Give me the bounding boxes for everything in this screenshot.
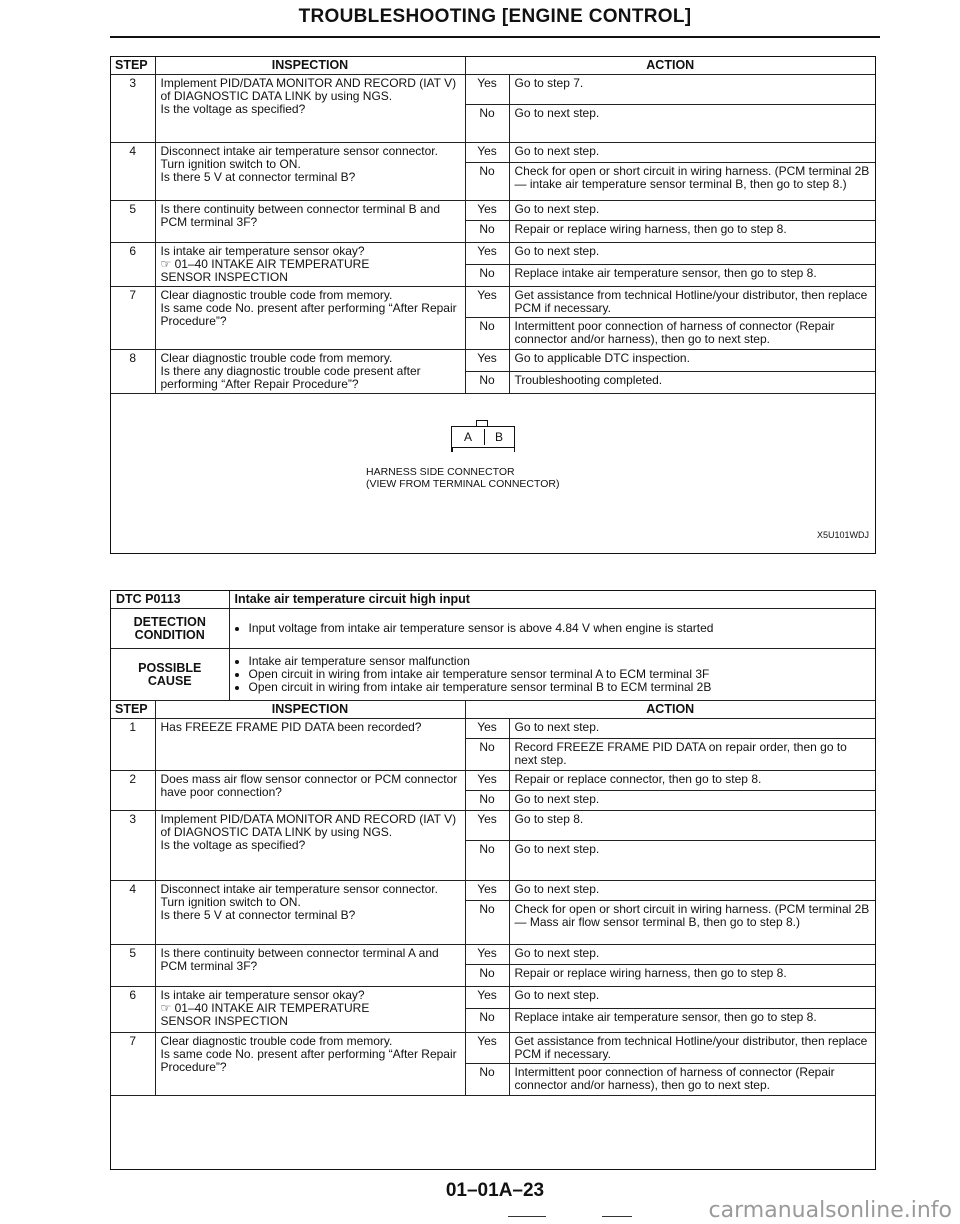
response-label: No: [465, 1064, 509, 1096]
response-label: Yes: [465, 945, 509, 965]
action-text: Get assistance from technical Hotline/your distributor, then replace PCM if necessary.: [509, 1033, 875, 1064]
response-label: No: [465, 163, 509, 201]
dtc-panel: [110, 590, 876, 1170]
step-number: 6: [111, 243, 155, 287]
inspection-text: Clear diagnostic trouble code from memory. Is there any diagnostic trouble code present after performing “After Repair Procedure”?: [155, 350, 465, 394]
possible-cause-label: POSSIBLE CAUSE: [111, 649, 229, 701]
action-text: Record FREEZE FRAME PID DATA on repair order, then go to next step.: [509, 739, 875, 771]
action-text: Get assistance from technical Hotline/your distributor, then replace PCM if necessary.: [509, 287, 875, 318]
bullet-item: • Input voltage from intake air temperature sensor is above 4.84 V when engine is started: [249, 622, 871, 635]
response-label: No: [465, 265, 509, 287]
inspection-text: Is intake air temperature sensor okay? ☞ 01–40 INTAKE AIR TEMPERATURE SENSOR INSPECTION: [155, 243, 465, 287]
connector-diagram: [451, 426, 515, 448]
action-text: Go to next step.: [509, 881, 875, 901]
step-row: [111, 143, 875, 163]
caption-line-2: (VIEW FROM TERMINAL CONNECTOR): [366, 478, 560, 490]
step-table-1: [111, 57, 875, 394]
connector-foot-left: [451, 447, 453, 452]
response-label: No: [465, 318, 509, 350]
inspection-text: Does mass air flow sensor connector or PCM connector have poor connection?: [155, 771, 465, 811]
response-label: Yes: [465, 719, 509, 739]
step-number: 5: [111, 201, 155, 243]
inspection-text: Has FREEZE FRAME PID DATA been recorded?: [155, 719, 465, 771]
action-text: Go to next step.: [509, 143, 875, 163]
inspection-text: Implement PID/DATA MONITOR AND RECORD (IAT V) of DIAGNOSTIC DATA LINK by using NGS. Is the voltage as specified?: [155, 75, 465, 143]
harness-connector-figure: [111, 394, 875, 544]
response-label: Yes: [465, 243, 509, 265]
inspection-text: Clear diagnostic trouble code from memory. Is same code No. present after performing “After Repair Procedure”?: [155, 287, 465, 350]
step-row: [111, 243, 875, 265]
detection-condition-label: DETECTION CONDITION: [111, 609, 229, 649]
step-table-2: [111, 701, 875, 1096]
bullet-item: • Open circuit in wiring from intake air temperature sensor terminal B to ECM terminal 2B: [249, 681, 871, 694]
troubleshooting-panel-1: [110, 56, 876, 554]
col-header-inspection: INSPECTION: [155, 701, 465, 719]
action-text: Go to next step.: [509, 201, 875, 221]
step-number: 4: [111, 881, 155, 945]
step-row: [111, 945, 875, 965]
watermark: carmanualsonline.info: [708, 1198, 952, 1223]
scan-mark: [508, 1216, 546, 1217]
action-text: Intermittent poor connection of harness of connector (Repair connector and/or harness), then go to next step.: [509, 1064, 875, 1096]
inspection-text: Clear diagnostic trouble code from memory. Is same code No. present after performing “After Repair Procedure”?: [155, 1033, 465, 1096]
inspection-text: Is there continuity between connector terminal B and PCM terminal 3F?: [155, 201, 465, 243]
response-label: Yes: [465, 75, 509, 105]
action-text: Check for open or short circuit in wiring harness. (PCM terminal 2B — Mass air flow sensor terminal B, then go to step 8.): [509, 901, 875, 945]
response-label: Yes: [465, 811, 509, 841]
cause-list: [235, 655, 871, 694]
col-header-action: ACTION: [465, 701, 875, 719]
action-text: Go to next step.: [509, 105, 875, 143]
inspection-text: Is intake air temperature sensor okay? ☞ 01–40 INTAKE AIR TEMPERATURE SENSOR INSPECTION: [155, 987, 465, 1033]
action-text: Go to next step.: [509, 987, 875, 1009]
scan-mark: [602, 1216, 632, 1217]
step-number: 5: [111, 945, 155, 987]
col-header-inspection: INSPECTION: [155, 57, 465, 75]
response-label: No: [465, 1009, 509, 1033]
page-number: 01–01A–23: [445, 1180, 545, 1201]
action-text: Go to next step.: [509, 719, 875, 739]
response-label: Yes: [465, 881, 509, 901]
col-header-step: STEP: [111, 57, 155, 75]
action-text: Go to step 8.: [509, 811, 875, 841]
step-row: [111, 987, 875, 1009]
response-label: Yes: [465, 201, 509, 221]
dtc-code: DTC P0113: [111, 591, 229, 609]
response-label: No: [465, 791, 509, 811]
col-header-step: STEP: [111, 701, 155, 719]
inspection-text: Disconnect intake air temperature sensor connector. Turn ignition switch to ON. Is there 5 V at connector terminal B?: [155, 143, 465, 201]
step-row: [111, 771, 875, 791]
step-number: 2: [111, 771, 155, 811]
bullet-item: • Open circuit in wiring from intake air temperature sensor terminal A to ECM terminal 3F: [249, 668, 871, 681]
response-label: No: [465, 372, 509, 394]
step-row: [111, 350, 875, 372]
terminal-b-label: B: [484, 429, 513, 445]
step-number: 3: [111, 75, 155, 143]
inspection-text: Implement PID/DATA MONITOR AND RECORD (IAT V) of DIAGNOSTIC DATA LINK by using NGS. Is the voltage as specified?: [155, 811, 465, 881]
step-number: 8: [111, 350, 155, 394]
response-label: No: [465, 901, 509, 945]
terminal-a-label: A: [463, 430, 472, 444]
step-row: [111, 201, 875, 221]
detection-condition-cell: [229, 609, 875, 649]
response-label: Yes: [465, 1033, 509, 1064]
response-label: No: [465, 739, 509, 771]
header-rule: [110, 36, 880, 38]
action-text: Go to applicable DTC inspection.: [509, 350, 875, 372]
step-row: [111, 881, 875, 901]
connector-caption: [366, 466, 559, 490]
inspection-text: Is there continuity between connector terminal A and PCM terminal 3F?: [155, 945, 465, 987]
figure-code: X5U101WDJ: [816, 530, 869, 540]
response-label: Yes: [465, 771, 509, 791]
bullet-item: • Intake air temperature sensor malfunction: [249, 655, 871, 668]
step-row: [111, 1033, 875, 1064]
step-number: 7: [111, 287, 155, 350]
col-header-action: ACTION: [465, 57, 875, 75]
step-number: 1: [111, 719, 155, 771]
dtc-info-table: [111, 591, 875, 701]
response-label: Yes: [465, 350, 509, 372]
detection-list: [235, 622, 871, 635]
action-text: Go to next step.: [509, 945, 875, 965]
action-text: Go to next step.: [509, 841, 875, 881]
action-text: Troubleshooting completed.: [509, 372, 875, 394]
connector-lock-tab: [476, 420, 488, 426]
step-row: [111, 75, 875, 105]
possible-cause-cell: [229, 649, 875, 701]
response-label: No: [465, 221, 509, 243]
action-text: Intermittent poor connection of harness of connector (Repair connector and/or harness), then go to next step.: [509, 318, 875, 350]
action-text: Replace intake air temperature sensor, then go to step 8.: [509, 1009, 875, 1033]
step-number: 6: [111, 987, 155, 1033]
action-text: Go to next step.: [509, 243, 875, 265]
response-label: Yes: [465, 987, 509, 1009]
action-text: Repair or replace connector, then go to step 8.: [509, 771, 875, 791]
action-text: Replace intake air temperature sensor, then go to step 8.: [509, 265, 875, 287]
step-table-1-body: [111, 75, 875, 394]
response-label: No: [465, 105, 509, 143]
response-label: No: [465, 841, 509, 881]
caption-line-1: HARNESS SIDE CONNECTOR: [366, 466, 515, 478]
page-header-title: TROUBLESHOOTING [ENGINE CONTROL]: [298, 6, 692, 27]
action-text: Repair or replace wiring harness, then go to step 8.: [509, 965, 875, 987]
inspection-text: Disconnect intake air temperature sensor connector. Turn ignition switch to ON. Is there 5 V at connector terminal B?: [155, 881, 465, 945]
response-label: Yes: [465, 287, 509, 318]
step-row: [111, 287, 875, 318]
action-text: Go to next step.: [509, 791, 875, 811]
action-text: Go to step 7.: [509, 75, 875, 105]
step-table-2-body: [111, 719, 875, 1096]
response-label: No: [465, 965, 509, 987]
action-text: Repair or replace wiring harness, then go to step 8.: [509, 221, 875, 243]
dtc-title: Intake air temperature circuit high input: [229, 591, 875, 609]
connector-foot-right: [514, 447, 516, 452]
step-row: [111, 811, 875, 841]
step-number: 4: [111, 143, 155, 201]
step-row: [111, 719, 875, 739]
step-number: 3: [111, 811, 155, 881]
step-number: 7: [111, 1033, 155, 1096]
action-text: Check for open or short circuit in wiring harness. (PCM terminal 2B — intake air temperature sensor terminal B, then go to step 8.): [509, 163, 875, 201]
response-label: Yes: [465, 143, 509, 163]
